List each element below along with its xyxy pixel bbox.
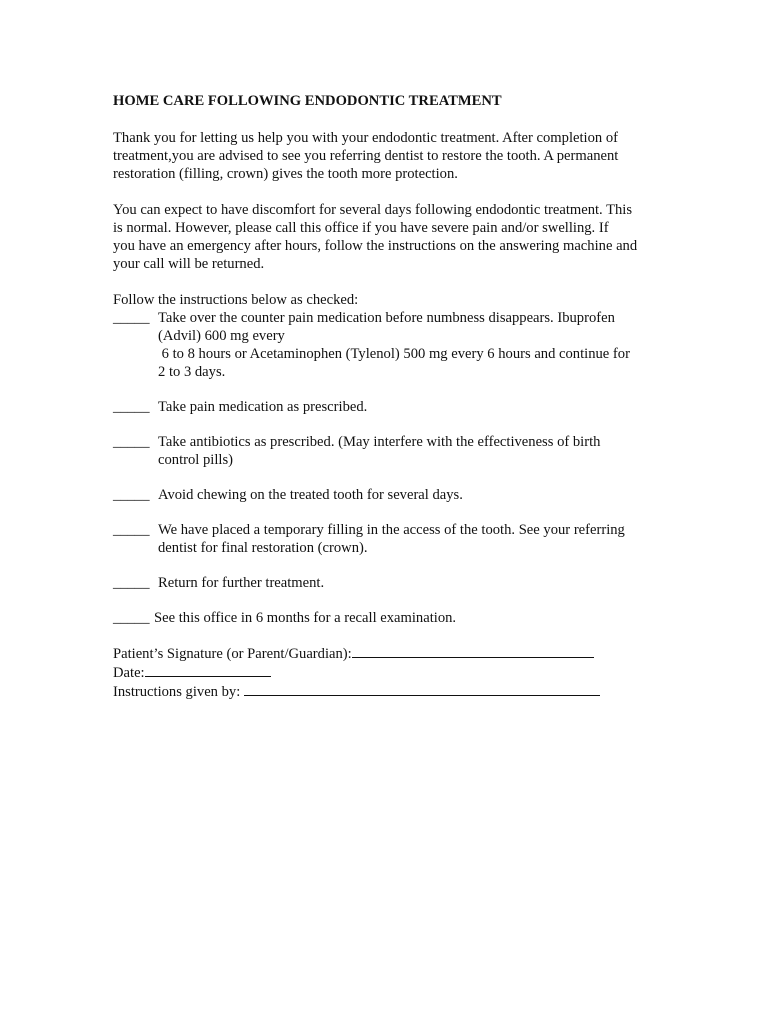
discomfort-paragraph (113, 201, 673, 273)
instructions-intro: Follow the instructions below as checked: (113, 292, 359, 308)
check-blank[interactable]: _____ (113, 487, 150, 503)
signature-row (113, 644, 673, 663)
instruction-item-otc-pain (113, 309, 673, 381)
paragraph-line: is normal. However, please call this office if you have severe pain and/or swelling. If (113, 220, 609, 236)
paragraph-line: restoration (filling, crown) gives the tooth more protection. (113, 166, 458, 182)
signature-label: Patient’s Signature (or Parent/Guardian): (113, 646, 352, 662)
signature-field[interactable] (352, 644, 594, 658)
instruction-item-recall (113, 609, 673, 627)
instructions-given-row (113, 682, 673, 701)
check-blank[interactable]: _____ (113, 610, 150, 626)
date-field[interactable] (145, 663, 271, 677)
paragraph-line: you have an emergency after hours, follow the instructions on the answering machine and (113, 238, 638, 254)
instruction-text: Return for further treatment. (158, 575, 325, 591)
instructions-given-label: Instructions given by: (113, 684, 241, 700)
check-blank[interactable]: _____ (113, 522, 150, 538)
document-page (113, 92, 673, 701)
instruction-item-temporary-filling (113, 521, 673, 557)
instruction-text: Take over the counter pain medication before numbness disappears. Ibuprofen (Advil) 600 mg every 6 to 8 hours or Acetaminophen (Tylenol) 500 mg every 6 hours and continue for 2 to 3 days. (158, 310, 630, 380)
date-label: Date: (113, 665, 145, 681)
check-blank[interactable]: _____ (113, 575, 150, 591)
document-title: HOME CARE FOLLOWING ENDODONTIC TREATMENT (113, 93, 502, 109)
instruction-item-return (113, 574, 673, 592)
intro-paragraph (113, 129, 673, 183)
instruction-text: Avoid chewing on the treated tooth for several days. (158, 487, 463, 503)
paragraph-line: treatment,you are advised to see you referring dentist to restore the tooth. A permanent (113, 148, 619, 164)
instruction-text: Take pain medication as prescribed. (158, 399, 368, 415)
paragraph-line: You can expect to have discomfort for several days following endodontic treatment. This (113, 202, 633, 218)
instruction-text: We have placed a temporary filling in the access of the tooth. See your referring dentist for final restoration (crown). (158, 522, 625, 556)
instruction-text: See this office in 6 months for a recall examination. (154, 610, 457, 626)
paragraph-line: your call will be returned. (113, 256, 265, 272)
check-blank[interactable]: _____ (113, 310, 150, 326)
check-blank[interactable]: _____ (113, 399, 150, 415)
check-blank[interactable]: _____ (113, 434, 150, 450)
instruction-text: Take antibiotics as prescribed. (May interfere with the effectiveness of birth control pills) (158, 434, 601, 468)
instruction-item-prescribed-pain (113, 398, 673, 416)
instructions-given-field[interactable] (244, 682, 600, 696)
paragraph-line: Thank you for letting us help you with your endodontic treatment. After completion of (113, 130, 618, 146)
instruction-item-antibiotics (113, 433, 673, 469)
instruction-item-avoid-chewing (113, 486, 673, 504)
date-row (113, 663, 673, 682)
